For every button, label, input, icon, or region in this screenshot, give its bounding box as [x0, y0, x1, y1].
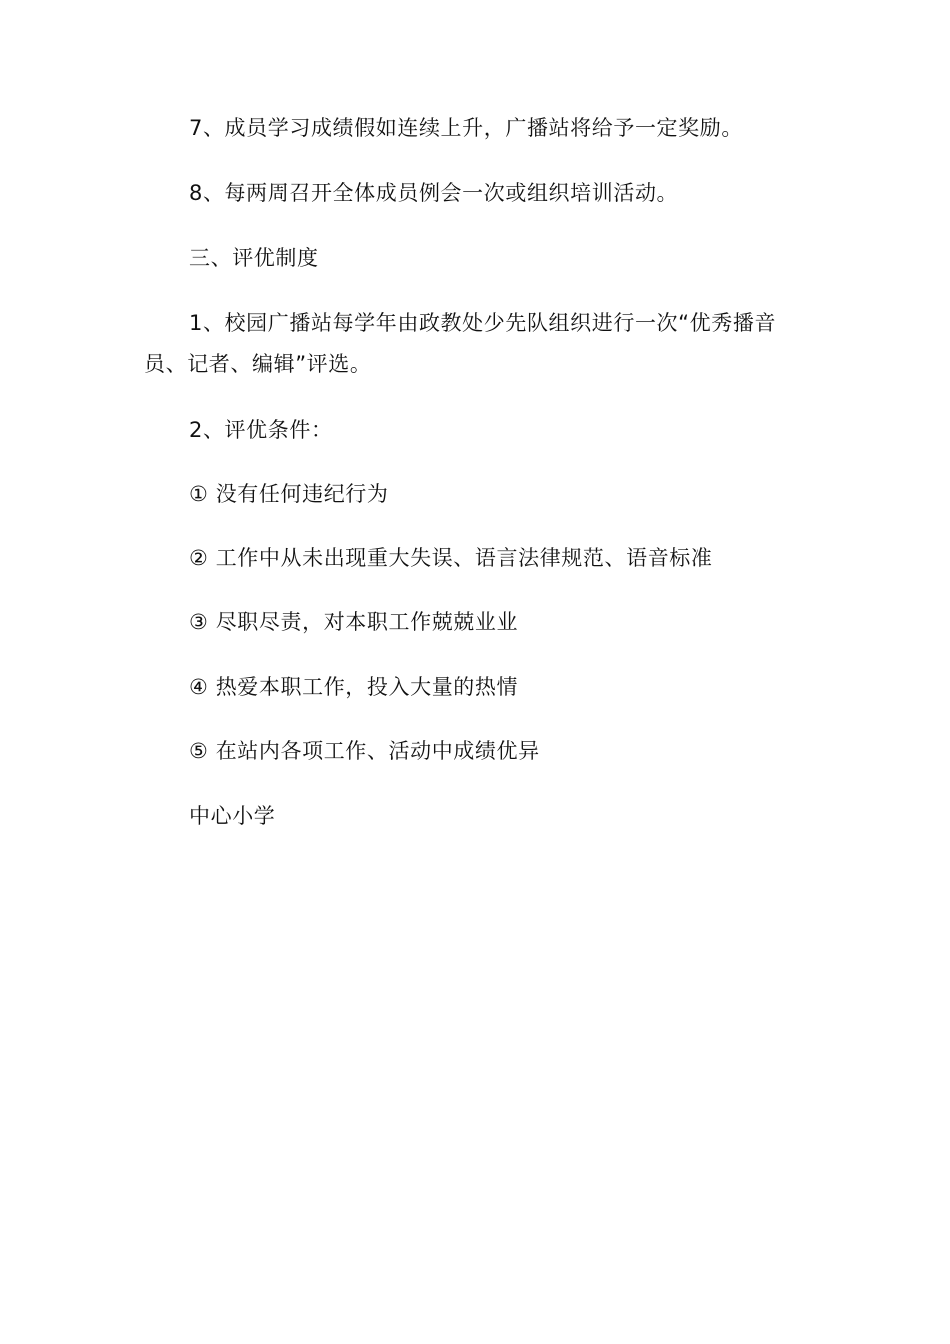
- condition-item-3: ③ 尽职尽责，对本职工作兢兢业业: [189, 610, 519, 634]
- condition-item-5: ⑤ 在站内各项工作、活动中成绩优异: [189, 739, 540, 763]
- signature-organization: 中心小学: [189, 804, 276, 828]
- section-heading-evaluation: 三、评优制度: [189, 246, 319, 270]
- paragraph-rule-7: 7、成员学习成绩假如连续上升，广播站将给予一定奖励。: [189, 116, 743, 140]
- condition-item-1: ① 没有任何违纪行为: [189, 482, 389, 506]
- condition-item-2: ② 工作中从未出现重大失误、语言法律规范、语音标准: [189, 546, 713, 570]
- paragraph-evaluation-conditions: 2、评优条件：: [189, 418, 333, 442]
- condition-item-4: ④ 热爱本职工作，投入大量的热情: [189, 675, 519, 699]
- paragraph-rule-8: 8、每两周召开全体成员例会一次或组织培训活动。: [189, 181, 679, 205]
- paragraph-evaluation-1: 1、校园广播站每学年由政教处少先队组织进行一次“优秀播音员、记者、编辑”评选。: [144, 311, 777, 376]
